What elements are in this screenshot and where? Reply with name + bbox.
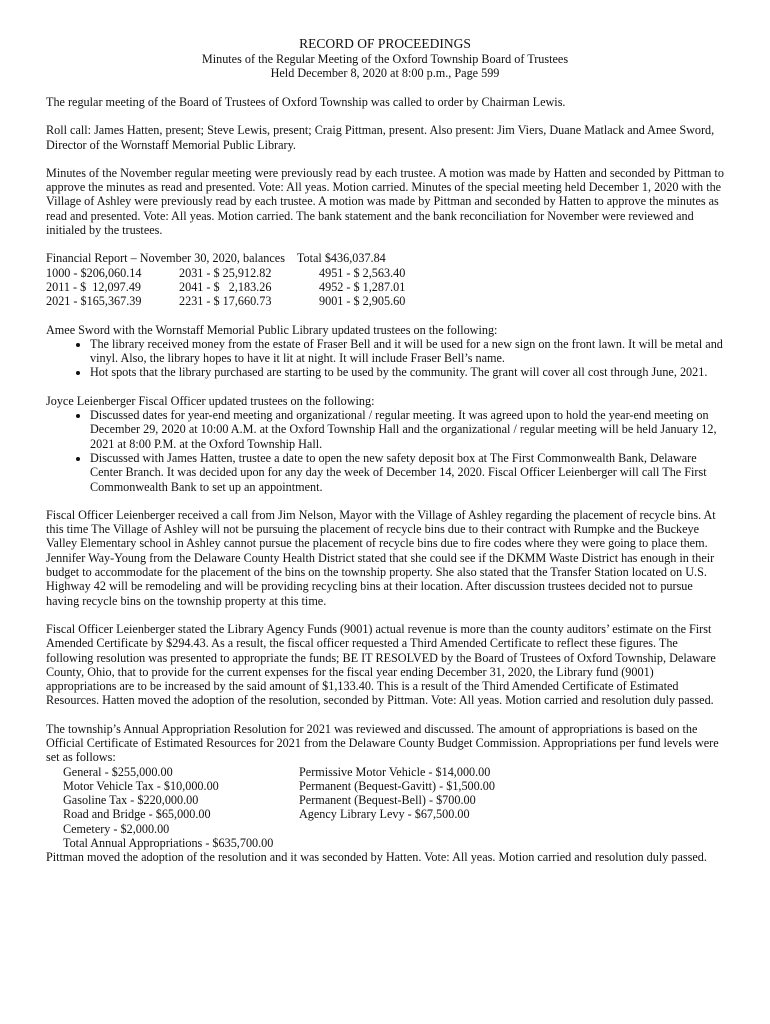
library-update (46, 323, 724, 380)
list-item: • Discussed with James Hatten, trustee a date to open the new safety deposit box at The First Commonwealth Bank, Delaware Center Branch. It was decided upon for any day the week of December 14, 2020. Fiscal Officer Leienberger will call The First Commonwealth Bank to set up an appointment. (90, 451, 724, 494)
fiscal-officer-update (46, 394, 724, 494)
list-item (46, 779, 724, 793)
table-cell: 2021 - $165,367.39 (46, 294, 142, 309)
meeting-date-line: Held December 8, 2020 at 8:00 p.m., Page 599 (270, 66, 500, 80)
appropriation-right: Permissive Motor Vehicle - $14,000.00 (299, 764, 491, 779)
table-row (46, 266, 489, 280)
appropriation-intro: The township’s Annual Appropriation Resolution for 2021 was reviewed and discussed. The amount of appropriations is based on the Official Certificate of Estimated Resources for 2021 from the Delaware County Budget Commission. Appropriations per fund levels were set as follows: (46, 721, 719, 765)
table-cell: 2041 - $ 2,183.26 (179, 279, 272, 294)
fiscal-officer-bullet-list (46, 408, 724, 494)
appropriation-right: Permanent (Bequest-Gavitt) - $1,500.00 (299, 778, 495, 793)
appropriation-right: Agency Library Levy - $67,500.00 (299, 807, 470, 822)
appropriation-left: Road and Bridge - $65,000.00 (63, 807, 211, 822)
financial-report (46, 251, 724, 308)
table-cell: 2031 - $ 25,912.82 (179, 265, 272, 280)
list-item: • Hot spots that the library purchased are starting to be used by the community. The grant will cover all cost through June, 2021. (90, 365, 724, 379)
list-item: • Discussed dates for year-end meeting and organizational / regular meeting. It was agreed upon to hold the year-end meeting on December 29, 2020 at 10:00 A.M. at the Oxford Township Hall and the organizational / regular meeting will be held January 12, 2021 at 8:00 P.M. at the Oxford Township Hall. (90, 408, 724, 451)
financial-total: Total $436,037.84 (296, 251, 386, 266)
appropriation-left: Motor Vehicle Tax - $10,000.00 (63, 778, 219, 793)
page-title: RECORD OF PROCEEDINGS (299, 36, 471, 51)
call-to-order-paragraph: The regular meeting of the Board of Trustees of Oxford Township was called to order by Chairman Lewis. (46, 95, 566, 109)
list-item: • The library received money from the estate of Fraser Bell and it will be used for a new sign on the front lawn. It will be metal and vinyl. Also, the library hopes to have it lit at night. It will include Fraser Bell’s name. (90, 337, 724, 366)
appropriation-left: Cemetery - $2,000.00 (63, 821, 170, 836)
list-item (46, 822, 724, 836)
table-cell: 1000 - $206,060.14 (46, 265, 142, 280)
recycle-bins-paragraph: Fiscal Officer Leienberger received a call from Jim Nelson, Mayor with the Village of Ashley regarding the placement of recycle bins. At this time The Village of Ashley will not be pursuing the placement of recycle bins due to their contract with Rumpke and the Buckeye Valley Elementary school in Ashley cannot pursue the placement of recycle bins due to fire codes where they were going to place them. Jennifer Way-Young from the Delaware County Health District stated that she could see if the DKMM Waste District has enough in their budget to accommodate for the placement of the bins on the township property. She also stated that the Transfer Station located on U.S. Highway 42 will be remodeling and will be providing recycling bins at their location. After discussion trustees decided not to pursue having recycle bins on the township property at this time. (46, 507, 716, 608)
financial-heading-row (46, 251, 724, 265)
appropriation-total: Total Annual Appropriations - $635,700.00 (63, 836, 274, 851)
appropriation-right (299, 822, 724, 836)
library-bullet-list (46, 337, 724, 380)
list-item (46, 765, 724, 779)
table-cell: 4951 - $ 2,563.40 (319, 265, 406, 280)
financial-heading: Financial Report – November 30, 2020, balances (46, 251, 285, 266)
list-item (46, 807, 724, 821)
appropriation-left: Gasoline Tax - $220,000.00 (63, 793, 199, 808)
appropriation-closing: Pittman moved the adoption of the resolution and it was seconded by Hatten. Vote: All yeas. Motion carried and resolution duly passed. (46, 850, 707, 865)
table-cell: 4952 - $ 1,287.01 (319, 279, 406, 294)
library-intro: Amee Sword with the Wornstaff Memorial Public Library updated trustees on the following: (46, 322, 498, 337)
table-cell: 2011 - $ 12,097.49 (46, 279, 142, 294)
fiscal-officer-intro: Joyce Leienberger Fiscal Officer updated trustees on the following: (46, 393, 375, 408)
appropriation-right: Permanent (Bequest-Bell) - $700.00 (299, 793, 476, 808)
appropriation-list (46, 765, 724, 851)
table-cell: 2231 - $ 17,660.73 (179, 294, 272, 309)
minutes-paragraph: Minutes of the November regular meeting were previously read by each trustee. A motion was made by Hatten and seconded by Pittman to approve the minutes as read and presented. Vote: All yeas. Motion carried. Minutes of the special meeting held December 1, 2020 with the Village of Ashley were previously read by each trustee. A motion was made by Pittman and seconded by Hatten to approve the minutes as read and presented. Vote: All yeas. Motion carried. The bank statement and the bank reconciliation for November were reviewed and initialed by the trustees. (46, 165, 724, 238)
table-cell: 9001 - $ 2,905.60 (319, 294, 406, 309)
appropriation-section (46, 722, 724, 865)
library-funds-paragraph: Fiscal Officer Leienberger stated the Library Agency Funds (9001) actual revenue is more than the county auditors’ estimate on the First Amended Certificate by $294.43. As a result, the fiscal officer requested a Third Amended Certificate to reflect these figures. The following resolution was presented to appropriate the funds; BE IT RESOLVED by the Board of Trustees of Oxford Township, Delaware County, Ohio, that to provide for the current expenses for the fiscal year ending December 31, 2020, the Library fund (9001) appropriations are to be increased by the said amount of $1,133.40. This is a result of the Third Amended Certificate of Estimated Resources. Hatten moved the adoption of the resolution, seconded by Pittman. Vote: All yeas. Motion carried and resolution duly passed. (46, 621, 716, 708)
table-row (46, 294, 489, 308)
list-item (46, 793, 724, 807)
meeting-subtitle: Minutes of the Regular Meeting of the Oxford Township Board of Trustees (201, 52, 569, 66)
appropriation-left: General - $255,000.00 (63, 764, 173, 779)
table-row (46, 280, 489, 294)
financial-balances-table (46, 266, 489, 309)
roll-call-paragraph: Roll call: James Hatten, present; Steve Lewis, present; Craig Pittman, present. Also present: Jim Viers, Duane Matlack and Amee Sword, Director of the Wornstaff Memorial Public Library. (46, 123, 715, 152)
